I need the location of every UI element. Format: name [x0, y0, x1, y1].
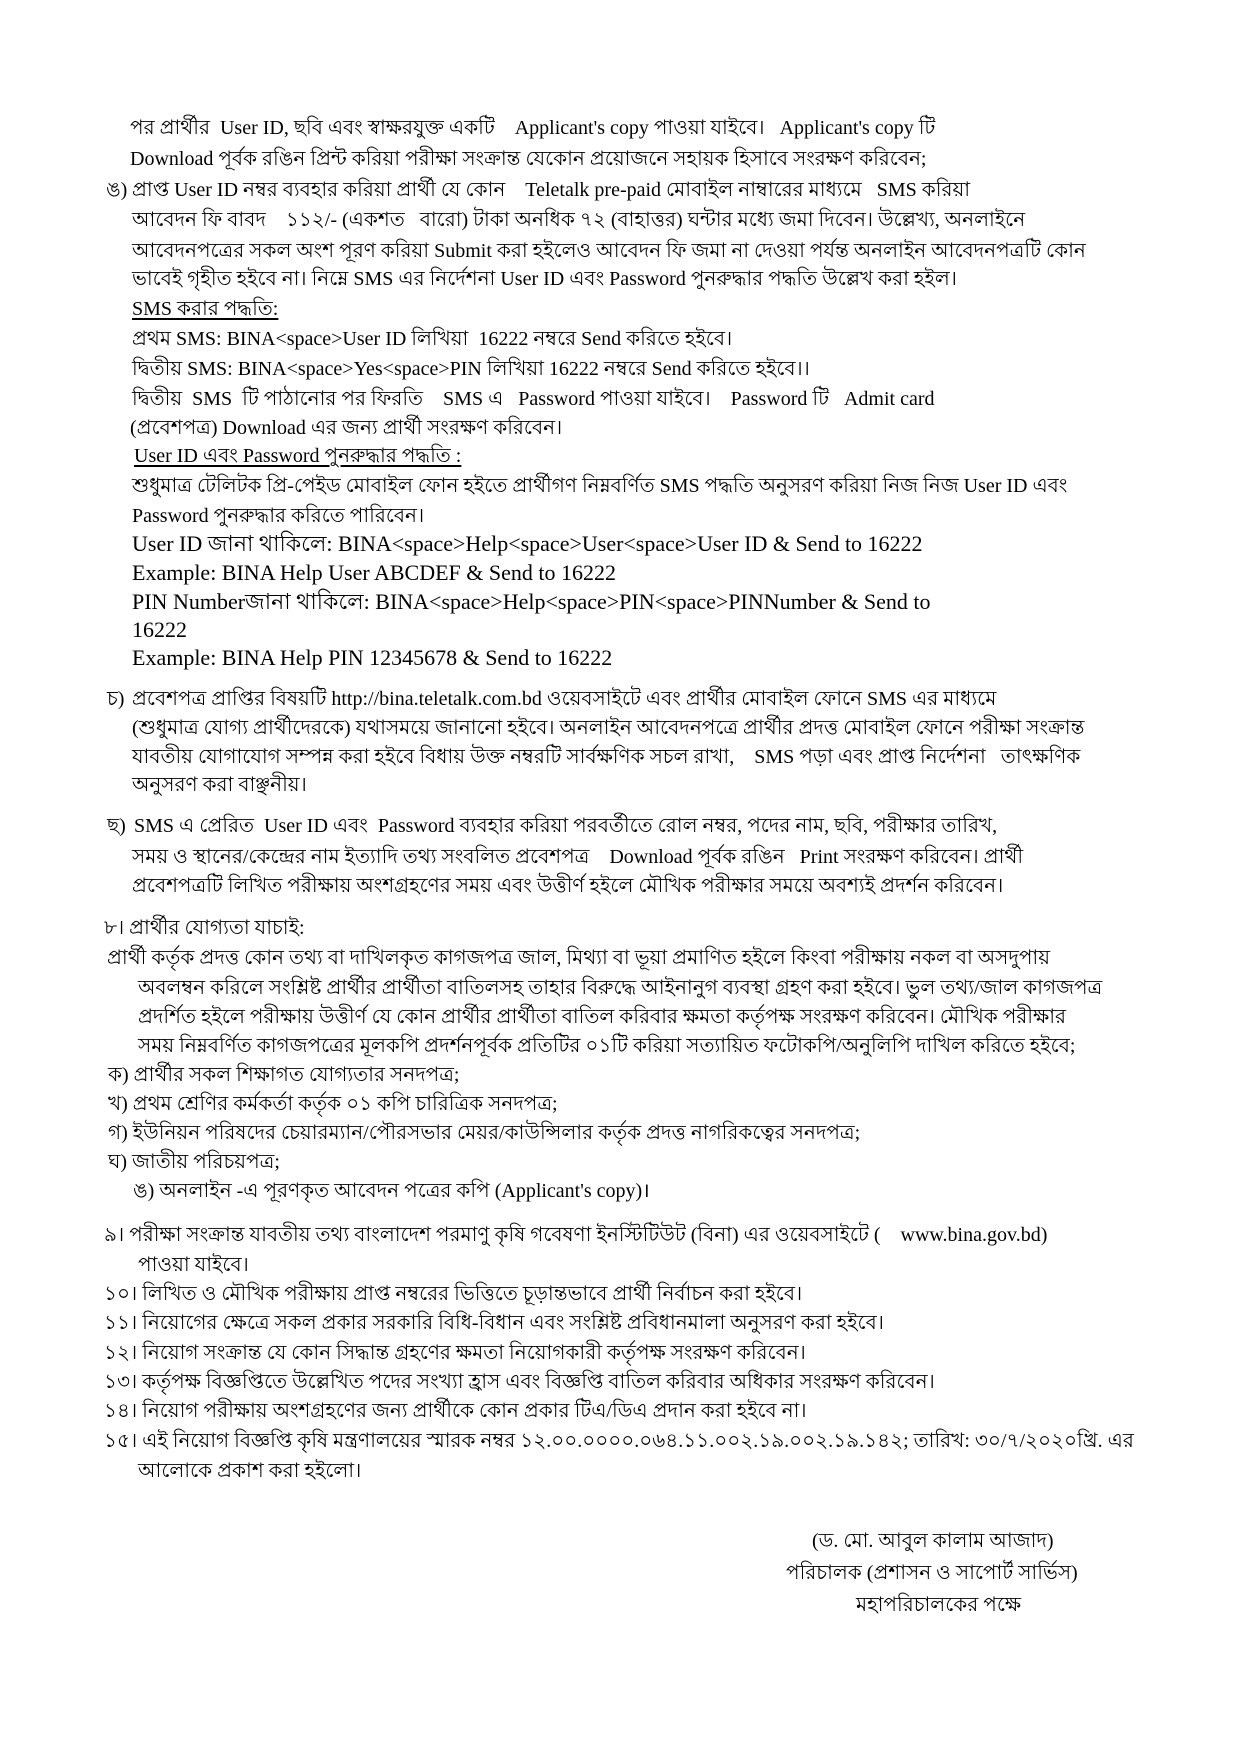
- doc-line: PIN Numberজানা থাকিলে: BINA<space>Help<space>PIN<space>PINNumber & Send to: [132, 589, 931, 614]
- doc-line: Example: BINA Help PIN 12345678 & Send to 16222: [132, 645, 613, 670]
- item-marker-cho: চ): [107, 688, 125, 710]
- doc-line: পর প্রার্থীর User ID, ছবি এবং স্বাক্ষরযুক্ত একটি Applicant's copy পাওয়া যাইবে। Applicant's copy টি: [130, 117, 936, 139]
- doc-line: ঘ) জাতীয় পরিচয়পত্র;: [108, 1151, 280, 1173]
- doc-line: প্রার্থী কর্তৃক প্রদত্ত কোন তথ্য বা দাখিলকৃত কাগজপত্র জাল, মিথ্যা বা ভূয়া প্রমাণিত হইলে কিংবা পরীক্ষায় নকল বা অসদুপায়: [107, 947, 1050, 969]
- doc-line: 16222: [132, 617, 187, 642]
- doc-line: (শুধুমাত্র যোগ্য প্রার্থীদেরকে) যথাসময়ে জানানো হইবে। অনলাইন আবেদনপত্রে প্রার্থীর প্রদত্ত মোবাইল ফোনে পরীক্ষা সংক্রান্ত: [132, 717, 1085, 739]
- doc-line: দ্বিতীয় SMS: BINA<space>Yes<space>PIN লিখিয়া 16222 নম্বরে Send করিতে হইবে।।: [132, 358, 810, 380]
- doc-line: ১২। নিয়োগ সংক্রান্ত যে কোন সিদ্ধান্ত গ্রহণের ক্ষমতা নিয়োগকারী কর্তৃপক্ষ সংরক্ষণ করিবেন।: [104, 1342, 806, 1364]
- signatory-on-behalf: মহাপরিচালকের পক্ষে: [856, 1594, 1022, 1616]
- bina-website-line: ৯। পরীক্ষা সংক্রান্ত যাবতীয় তথ্য বাংলাদেশ পরমাণু কৃষি গবেষণা ইনস্টিটিউট (বিনা) এর ওয়েবসাইটে ( www.bina.gov.bd): [104, 1224, 1048, 1246]
- recovery-method-heading: User ID এবং Password পুনরুদ্ধার পদ্ধতি :: [134, 445, 462, 467]
- sms-method-heading: SMS করার পদ্ধতি:: [132, 298, 279, 320]
- doc-line: ক) প্রার্থীর সকল শিক্ষাগত যোগ্যতার সনদপত্র;: [108, 1064, 460, 1086]
- doc-line: খ) প্রথম শ্রেণির কর্মকর্তা কর্তৃক ০১ কপি চারিত্রিক সনদপত্র;: [108, 1093, 558, 1115]
- doc-line: (প্রবেশপত্র) Download এর জন্য প্রার্থী সংরক্ষণ করিবেন।: [130, 417, 563, 439]
- doc-line: অনুসরণ করা বাঞ্ছনীয়।: [132, 774, 307, 796]
- doc-line: ১০। লিখিত ও মৌখিক পরীক্ষায় প্রাপ্ত নম্বরের ভিত্তিতে চূড়ান্তভাবে প্রার্থী নির্বাচন করা হইবে।: [104, 1283, 803, 1305]
- section-8-heading: ৮। প্রার্থীর যোগ্যতা যাচাই:: [104, 917, 305, 939]
- doc-line: প্রবেশপত্রটি লিখিত পরীক্ষায় অংশগ্রহণের সময় এবং উত্তীর্ণ হইলে মৌখিক পরীক্ষার সময়ে অবশ্যই প্রদর্শন করিবেন।: [132, 875, 1004, 897]
- doc-line: সময় ও স্থানের/কেন্দ্রের নাম ইত্যাদি তথ্য সংবলিত প্রবেশপত্র Download পূর্বক রঙিন Print সংরক্ষণ করিবেন। প্রার্থী: [132, 846, 1024, 868]
- memo-number-line: ১৫। এই নিয়োগ বিজ্ঞপ্তি কৃষি মন্ত্রণালয়ের স্মারক নম্বর ১২.০০.০০০০.০৬৪.১১.০০২.১৯.০০২.১৯.১৪২; তারিখ: ৩০/৭/২০২০খ্রি. এর: [104, 1430, 1134, 1452]
- doc-line: আবেদন ফি বাবদ ১১২/- (একশত বারো) টাকা অনধিক ৭২ (বাহাত্তর) ঘন্টার মধ্যে জমা দিবেন। উল্লেখ্য, অনলাইনে: [132, 209, 1026, 231]
- item-marker-chho: ছ): [107, 815, 126, 837]
- doc-line: দ্বিতীয় SMS টি পাঠানোর পর ফিরতি SMS এ Password পাওয়া যাইবে। Password টি Admit card: [132, 388, 935, 410]
- doc-line: আবেদনপত্রের সকল অংশ পূরণ করিয়া Submit করা হইলেও আবেদন ফি জমা না দেওয়া পর্যন্ত অনলাইন আবেদনপত্রটি কোন: [132, 240, 1086, 262]
- teletalk-url-line: প্রবেশপত্র প্রাপ্তির বিষয়টি http://bina.teletalk.com.bd ওয়েবসাইটে এবং প্রার্থীর মোবাইল ফোনে SMS এর মাধ্যমে: [132, 688, 997, 710]
- doc-line: ১১। নিয়োগের ক্ষেত্রে সকল প্রকার সরকারি বিধি-বিধান এবং সংশ্লিষ্ট প্রবিধানমালা অনুসরণ করা হইবে।: [104, 1312, 884, 1334]
- signatory-name: (ড. মো. আবুল কালাম আজাদ): [812, 1530, 1054, 1552]
- doc-line: ১৩। কর্তৃপক্ষ বিজ্ঞপ্তিতে উল্লেখিত পদের সংখ্যা হ্রাস এবং বিজ্ঞপ্তি বাতিল করিবার অধিকার সংরক্ষণ করিবেন।: [104, 1371, 935, 1393]
- doc-line: ভাবেই গৃহীত হইবে না। নিম্নে SMS এর নির্দেশনা User ID এবং Password পুনরুদ্ধার পদ্ধতি উল্লেখ করা হইল।: [132, 268, 957, 290]
- doc-line: ১৪। নিয়োগ পরীক্ষায় অংশগ্রহণের জন্য প্রার্থীকে কোন প্রকার টিএ/ডিএ প্রদান করা হইবে না।: [104, 1400, 807, 1422]
- doc-line: গ) ইউনিয়ন পরিষদের চেয়ারম্যান/পৌরসভার মেয়র/কাউন্সিলার কর্তৃক প্রদত্ত নাগরিকত্বের সনদপত্র;: [108, 1122, 861, 1144]
- doc-line: যাবতীয় যোগাযোগ সম্পন্ন করা হইবে বিধায় উক্ত নম্বরটি সার্বক্ষণিক সচল রাখা, SMS পড়া এবং প্রাপ্ত নির্দেশনা তাৎক্ষণিক: [132, 746, 1081, 768]
- doc-line: Example: BINA Help User ABCDEF & Send to 16222: [132, 560, 616, 585]
- doc-line: অবলম্বন করিলে সংশ্লিষ্ট প্রার্থীর প্রার্থীতা বাতিলসহ তাহার বিরুদ্ধে আইনানুগ ব্যবস্থা গ্রহণ করা হইবে। ভুল তথ্য/জাল কাগজপত্র: [138, 977, 1103, 999]
- doc-line: Download পূর্বক রঙিন প্রিন্ট করিয়া পরীক্ষা সংক্রান্ত যেকোন প্রয়োজনে সহায়ক হিসাবে সংরক্ষণ করিবেন;: [130, 148, 927, 170]
- doc-line: প্রদর্শিত হইলে পরীক্ষায় উত্তীর্ণ যে কোন প্রার্থীর প্রার্থীতা বাতিল করিবার ক্ষমতা কর্তৃপক্ষ সংরক্ষণ করিবেন। মৌখিক পরীক্ষার: [138, 1006, 1067, 1028]
- doc-line: প্রাপ্ত User ID নম্বর ব্যবহার করিয়া প্রার্থী যে কোন Teletalk pre-paid মোবাইল নাম্বারের মাধ্যমে SMS করিয়া: [132, 179, 971, 201]
- doc-line: শুধুমাত্র টেলিটক প্রি-পেইড মোবাইল ফোন হইতে প্রার্থীগণ নিম্নবর্ণিত SMS পদ্ধতি অনুসরণ করিয়া নিজ নিজ User ID এবং: [132, 475, 1068, 497]
- doc-line: Password পুনরুদ্ধার করিতে পারিবেন।: [132, 505, 425, 527]
- doc-line: User ID জানা থাকিলে: BINA<space>Help<space>User<space>User ID & Send to 16222: [132, 531, 923, 556]
- doc-line: পাওয়া যাইবে।: [138, 1254, 249, 1276]
- doc-line: সময় নিম্নবর্ণিত কাগজপত্রের মূলকপি প্রদর্শনপূর্বক প্রতিটির ০১টি করিয়া সত্যায়িত ফটোকপি/অনুলিপি দাখিল করিতে হইবে;: [138, 1035, 1076, 1057]
- signatory-title: পরিচালক (প্রশাসন ও সাপোর্ট সার্ভিস): [786, 1562, 1078, 1584]
- item-marker-uno: ঙ): [106, 179, 128, 201]
- doc-line: SMS এ প্রেরিত User ID এবং Password ব্যবহার করিয়া পরবর্তীতে রোল নম্বর, পদের নাম, ছবি, পরীক্ষার তারিখ,: [134, 815, 998, 837]
- doc-line: আলোকে প্রকাশ করা হইলো।: [138, 1460, 362, 1482]
- doc-line: প্রথম SMS: BINA<space>User ID লিখিয়া 16222 নম্বরে Send করিতে হইবে।: [132, 328, 733, 350]
- doc-line: ঙ) অনলাইন -এ পূরণকৃত আবেদন পত্রের কপি (Applicant's copy)।: [133, 1180, 650, 1202]
